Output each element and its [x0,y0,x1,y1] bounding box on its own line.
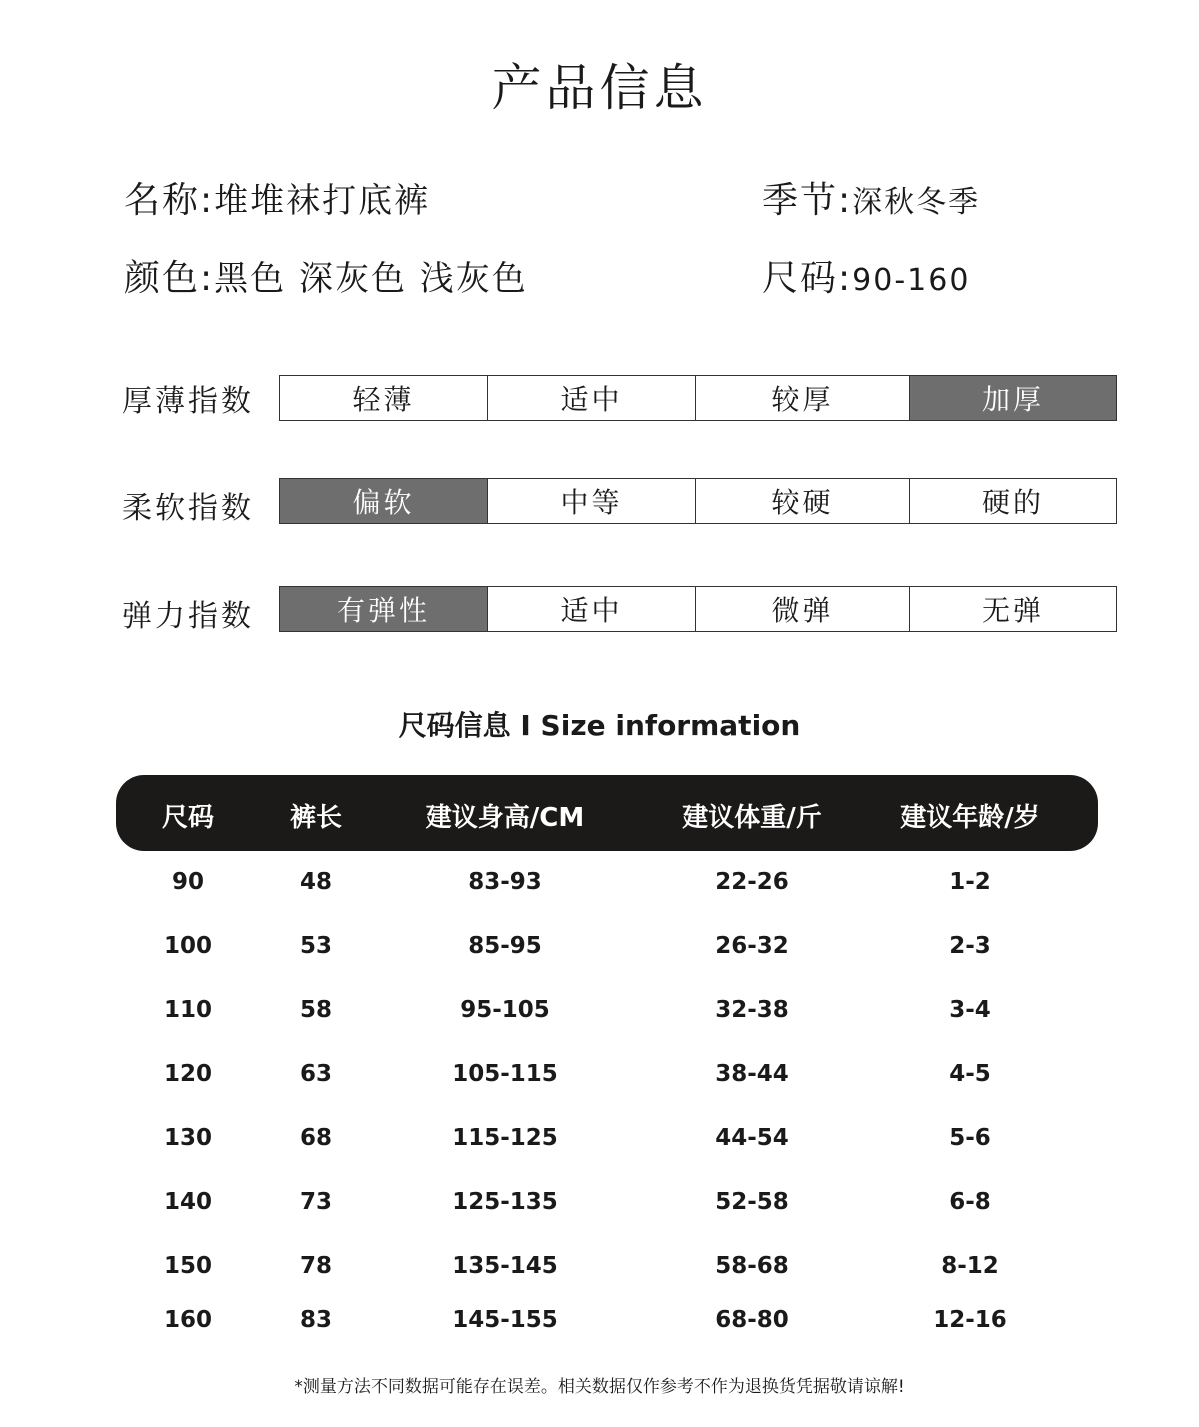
color-value: 黑色 深灰色 浅灰色 [214,259,528,299]
cell-size: 110 [163,997,213,1023]
softness-option: 较硬 [696,479,910,523]
cell-pant-length: 58 [299,997,333,1023]
cell-height: 135-145 [452,1253,558,1279]
thickness-option: 适中 [488,376,696,420]
cell-weight: 26-32 [715,933,789,959]
cell-height: 95-105 [460,997,550,1023]
cell-height: 145-155 [452,1307,558,1333]
season-label: 季节: [762,180,853,221]
cell-pant-length: 48 [299,869,333,895]
cell-height: 125-135 [452,1189,558,1215]
softness-option: 硬的 [981,486,1044,519]
cell-pant-length: 83 [299,1307,333,1333]
header-pant-length: 裤长 [289,803,343,833]
elasticity-option: 适中 [488,587,696,631]
elasticity-option: 微弹 [696,587,910,631]
cell-pant-length: 78 [299,1253,333,1279]
elasticity-index-label: 弹力指数 [122,599,254,634]
thickness-option: 加厚 [910,376,1116,420]
cell-pant-length: 63 [299,1061,333,1087]
cell-size: 160 [163,1307,213,1333]
cell-age: 12-16 [933,1307,1007,1333]
cell-age: 3-4 [949,997,991,1023]
cell-height: 83-93 [468,869,542,895]
cell-weight: 52-58 [715,1189,789,1215]
cell-weight: 44-54 [715,1125,789,1151]
cell-height: 115-125 [452,1125,558,1151]
cell-size: 90 [171,869,205,895]
cell-weight: 22-26 [715,869,789,895]
size-table-body [116,0,1098,1427]
header-age: 建议年龄/岁 [900,803,1040,833]
cell-pant-length: 68 [299,1125,333,1151]
cell-age: 8-12 [941,1253,999,1279]
header-weight: 建议体重/斤 [682,803,822,833]
cell-size: 120 [163,1061,213,1087]
softness-index-label: 柔软指数 [122,491,254,526]
softness-option: 中等 [488,479,696,523]
size-table-title: 尺码信息 I Size information [398,709,801,742]
size-label: 尺码: [762,258,853,299]
thickness-option: 较厚 [696,376,910,420]
header-size: 尺码 [161,803,215,833]
cell-weight: 58-68 [715,1253,789,1279]
name-value: 堆堆袜打底裤 [214,181,431,221]
cell-age: 6-8 [949,1189,991,1215]
cell-size: 130 [163,1125,213,1151]
softness-option: 偏软 [280,479,488,523]
season-value: 深秋冬季 [852,185,981,220]
cell-weight: 32-38 [715,997,789,1023]
size-value: 90-160 [852,263,971,298]
cell-weight: 68-80 [715,1307,789,1333]
elasticity-option: 有弹性 [280,587,488,631]
cell-size: 150 [163,1253,213,1279]
cell-age: 5-6 [949,1125,991,1151]
name-label: 名称: [124,180,215,221]
cell-height: 85-95 [468,933,542,959]
cell-age: 2-3 [949,933,991,959]
header-height: 建议身高/CM [425,803,585,833]
cell-age: 1-2 [949,869,991,895]
color-label: 颜色: [124,258,215,299]
cell-pant-length: 73 [299,1189,333,1215]
elasticity-option: 无弹 [981,594,1044,627]
page-title: 产品信息 [491,59,708,117]
disclaimer-note: *测量方法不同数据可能存在误差。相关数据仅作参考不作为退换货凭据敬请谅解! [294,1377,905,1397]
cell-size: 140 [163,1189,213,1215]
thickness-option: 轻薄 [280,376,488,420]
cell-weight: 38-44 [715,1061,789,1087]
cell-size: 100 [163,933,213,959]
cell-height: 105-115 [452,1061,558,1087]
cell-pant-length: 53 [299,933,333,959]
cell-age: 4-5 [949,1061,991,1087]
thickness-index-label: 厚薄指数 [122,384,254,419]
